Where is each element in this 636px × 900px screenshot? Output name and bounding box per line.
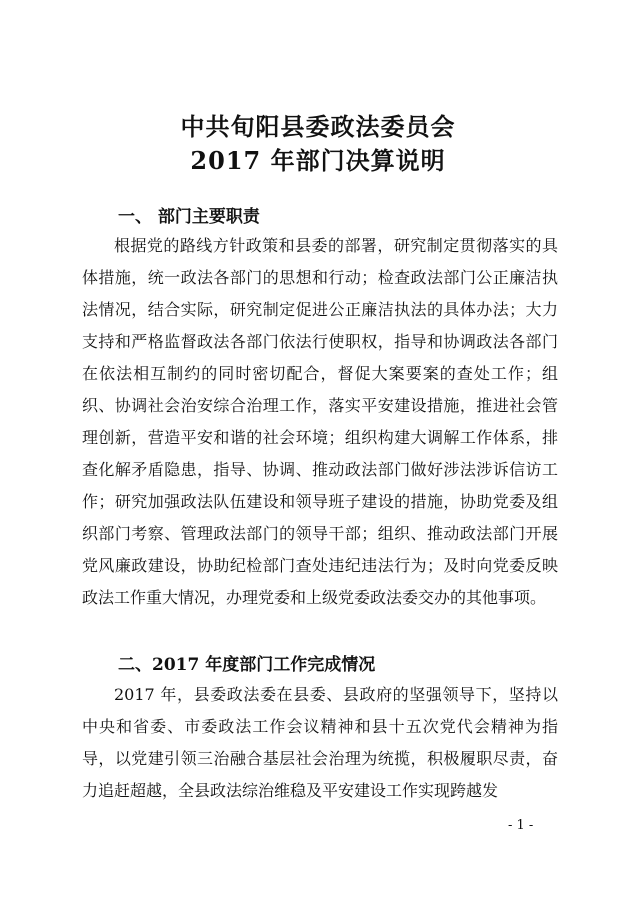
section-heading-main-duties: 一、 部门主要职责 [118,207,260,227]
document-title-line2: 2017 年部门决算说明 [190,146,446,175]
section-heading-work-completion: 二、2017 年度部门工作完成情况 [118,655,376,675]
section-paragraph-main-duties: 根据党的路线方针政策和县委的部署，研究制定贯彻落实的具体措施，统一政法各部门的思想和行动；检查政法部门公正廉洁执法情况，结合实际，研究制定促进公正廉洁执法的具体办法；大力支持和严格监督政法各部门依法行使职权，指导和协调政法各部门在依法相互制约的同时密切配合，督促大案要案的查处工作；组织、协调社会治安综合治理工作，落实平安建设措施，推进社会管理创新，营造平安和谐的社会环境；组织构建大调解工作体系，排查化解矛盾隐患，指导、协调、推动政法部门做好涉法涉诉信访工作；研究加强政法队伍建设和领导班子建设的措施，协助党委及组织部门考察、管理政法部门的领导干部；组织、推动政法部门开展党风廉政建设，协助纪检部门查处违纪违法行为；及时向党委反映政法工作重大情况，办理党委和上级党委政法委交办的其他事项。 [82,236,558,607]
page-number: - 1 - [508,818,534,833]
document-title-line1: 中共旬阳县委政法委员会 [180,112,456,141]
section-paragraph-work-completion: 2017 年，县委政法委在县委、县政府的坚强领导下，坚持以中央和省委、市委政法工作会议精神和县十五次党代会精神为指导，以党建引领三治融合基层社会治理为统揽，积极履职尽责，奋力追赶超越，全县政法综治维稳及平安建设工作实现跨越发 [82,685,558,800]
